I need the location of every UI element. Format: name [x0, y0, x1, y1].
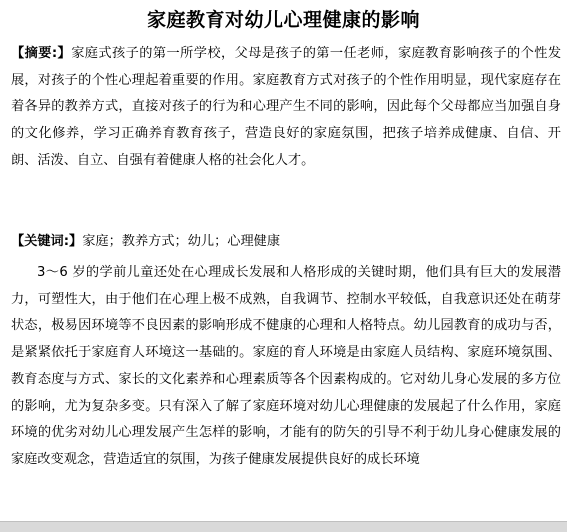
abstract-label: 【摘要:】: [11, 46, 72, 61]
bottom-scroll-edge: [0, 521, 567, 532]
document-title: 家庭教育对幼儿心理健康的影响: [146, 9, 420, 31]
keywords-paragraph: [11, 229, 561, 256]
abstract-text: 家庭式孩子的第一所学校，父母是孩子的第一任老师，家庭教育影响孩子的个性发展，对孩子的个性心理起着重要的作用。家庭教育方式对孩子的个性作用明显，现代家庭存在着各异的教养方式，直接对孩子的行为和心理产生不同的影响，因此每个父母都应当加强自身的文化修养，学习正确养育教育孩子，营造良好的家庭氛围，把孩子培养成健康、自信、开朗、活泼、自立、自强有着健康人格的社会化人才。: [11, 46, 562, 168]
keywords-text: 家庭；教养方式；幼儿；心理健康: [82, 234, 281, 249]
keywords-label: 【关键词:】: [11, 234, 83, 249]
body-paragraph: 3～6 岁的学前儿童还处在心理成长发展和人格形成的关键时期，他们具有巨大的发展潜力，可塑性大，由于他们在心理上极不成熟，自我调节、控制水平较低，自我意识还处在萌芽状态，极易因环境等不良因素的影响形成不健康的心理和人格特点。幼儿园教育的成功与否，是紧紧依托于家庭育人环境这一基础的。家庭的育人环境是由家庭人员结构、家庭环境氛围、教育态度与方式、家长的文化素养和心理素质等各个因素构成的。它对幼儿身心发展的多方位的影响，尤为复杂多变。只有深入了解了家庭环境对幼儿心理健康的发展起了什么作用，家庭环境的优劣对幼儿心理发展产生怎样的影响，才能有的防矢的引导不利于幼儿身心健康发展的家庭改变观念，营造适宜的氛围，为孩子健康发展提供良好的成长环境: [11, 265, 561, 467]
abstract-paragraph: [11, 41, 561, 175]
